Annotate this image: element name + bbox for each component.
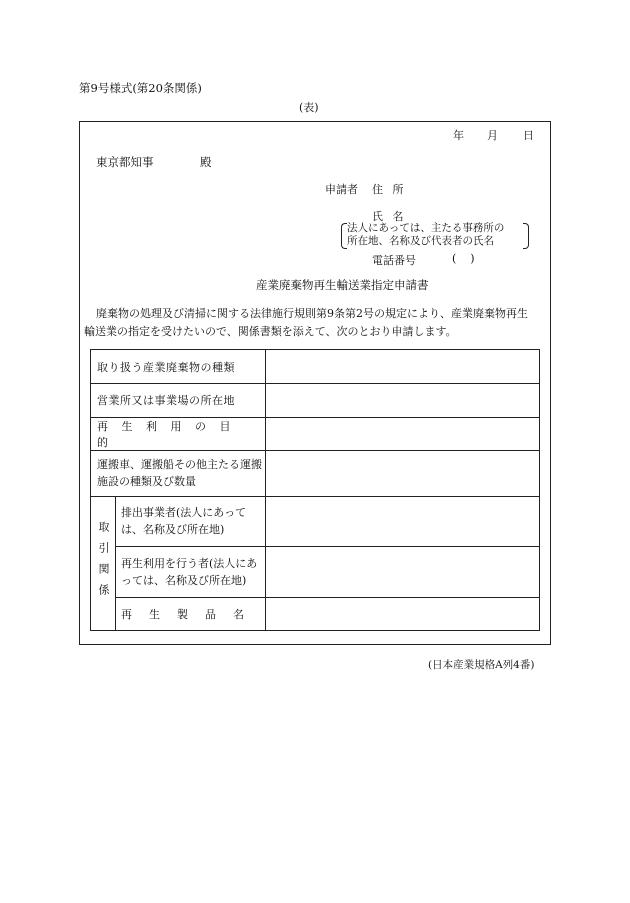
waste-generator-field[interactable] [271, 496, 537, 546]
addressee-honorific: 殿 [200, 155, 212, 169]
sub-recycler-label: 再生利用を行う者(法人にあっては、名称及び所在地) [121, 556, 258, 587]
recycling-purpose-field[interactable] [271, 417, 537, 450]
office-location-field[interactable] [271, 383, 537, 417]
row-waste-type-label: 取り扱う産業廃棄物の種類 [97, 360, 235, 374]
phone-parens: ( ) [452, 252, 475, 265]
document-title: 産業廃棄物再生輸送業指定申請書 [256, 278, 429, 292]
phone-label: 電話番号 [372, 254, 416, 267]
date-day-label: 日 [523, 129, 534, 142]
transport-facilities-field[interactable] [271, 450, 537, 496]
recycled-product-field[interactable] [271, 597, 537, 630]
recycler-field[interactable] [271, 546, 537, 597]
corporate-note-line1: 法人にあっては、主たる事務所の [347, 222, 505, 234]
application-table [90, 349, 540, 631]
side-indicator: (表) [299, 101, 319, 114]
waste-type-field[interactable] [271, 350, 537, 383]
row-recycling-purpose-label: 再生利用の目的 [97, 419, 244, 449]
note-right-bracket [523, 223, 529, 249]
column-divider [115, 496, 116, 630]
name-label: 氏 名 [372, 210, 404, 223]
business-relations-group-label: 取引関係 [97, 521, 110, 605]
row-transport-facilities-label: 運搬車、運搬船その他主たる運搬施設の種類及び数量 [97, 458, 262, 488]
date-month-label: 月 [487, 129, 498, 142]
body-text-line2: 輸送業の指定を受けたいので、関係書類を添えて、次のとおり申請します。 [84, 325, 457, 338]
address-label: 住 所 [372, 183, 404, 196]
body-text-line1: 廃棄物の処理及び清掃に関する法律施行規則第9条第2号の規定により、産業廃棄物再生 [96, 307, 528, 320]
date-year-label: 年 [453, 129, 464, 142]
row-office-location-label: 営業所又は事業場の所在地 [97, 394, 235, 407]
sub-waste-generator-label: 排出事業者(法人にあっては、名称及び所在地) [121, 506, 247, 536]
sub-recycled-product-label: 再生製品名 [121, 607, 261, 621]
addressee-name: 東京都知事 [96, 155, 154, 169]
paper-size-note: (日本産業規格A列4番) [428, 659, 535, 671]
corporate-note-line2: 所在地、名称及び代表者の氏名 [347, 235, 494, 247]
column-divider [265, 350, 266, 630]
applicant-label: 申請者 [325, 183, 358, 196]
form-number: 第9号様式(第20条関係) [79, 81, 202, 95]
